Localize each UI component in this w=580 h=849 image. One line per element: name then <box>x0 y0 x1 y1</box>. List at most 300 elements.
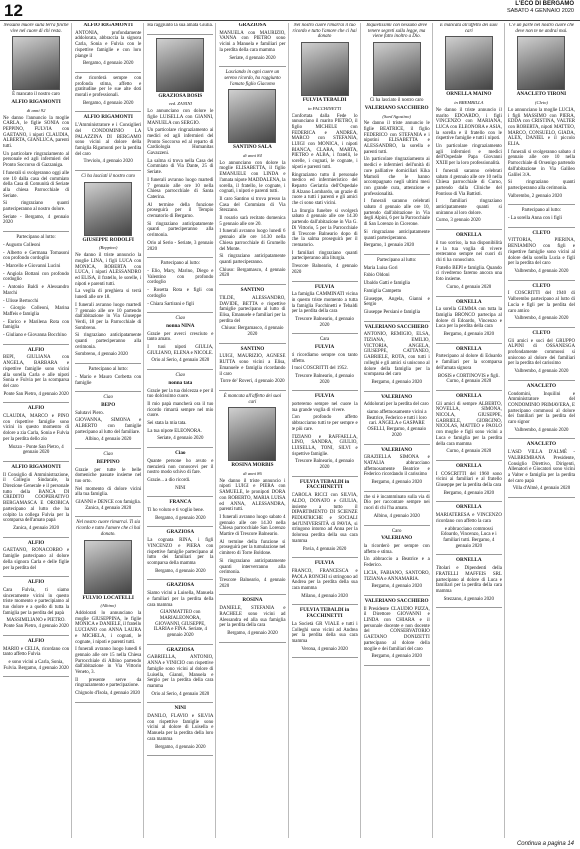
notice-text: Chignolo d'Isola, 4 gennaio 2020 <box>75 691 140 697</box>
deceased-name: Ciao <box>175 450 186 457</box>
obituary-notice <box>364 325 430 386</box>
notice-text: Si ringraziano quanti parteciperanno alla cerimonia. <box>507 180 575 191</box>
deceased-subtitle: in BREMBILLA <box>454 100 484 106</box>
deceased-name: ROSINA <box>242 597 263 604</box>
notice-place-date: Verona, 4 gennaio 2020 <box>301 646 348 652</box>
deceased-name: VALERIANO SACCHIERO <box>364 597 429 604</box>
notice-lead: Partecipano al lutto: <box>376 257 417 263</box>
notice-text: Un particolare ringraziamento agli infermieri e medici dell'Ospedale Papa Giovanni XXIII per la loro professionalità. <box>435 144 502 167</box>
notice-place-date: Valbrembo, 4 gennaio 2020 <box>514 369 569 375</box>
notice-text: I funerali si svolgeranno sabato 4 gennaio alle ore 10 nella Parrocchiale di Orsenigo partendo dall'abitazione in Via Galileo Galilei 3/A. <box>507 149 575 178</box>
divider <box>219 66 285 67</box>
notice-text: il tuo sorriso, la tua disponibilità e la tua voglia di vivere resteranno sempre nei cuori di chi ti ha conosciuto. <box>435 240 502 263</box>
deceased-subtitle: di anni 92 <box>26 107 46 113</box>
notice-text: Trescore Balneario, 4 gennaio 2020 <box>291 264 358 275</box>
notice-place-date: Treviolo, 4 gennaio 2020 <box>83 159 133 165</box>
deceased-name: ORNELLA <box>455 232 482 239</box>
notice-text: Il Consiglio di Amministrazione, il Collegio Sindacale, la Direzione Generale e il personale tutto della BANCA DI CREDITO COOPERATIVO BERGAMASCA E OROBICA partecipano al lutto che ha colpito la collega Fulvia per la scomparsa dell'amato papà <box>3 472 70 524</box>
divider <box>292 476 358 477</box>
deceased-name: CLETO <box>532 282 551 289</box>
divider <box>364 595 430 596</box>
notice-text: GIOVANNA, SIMONA e ALBERTO con famiglie partecipano al lutto del familiare. <box>75 418 142 435</box>
notice-lead: Partecipano al lutto: <box>160 261 200 267</box>
notice-text: Ne danno il triste annuncio i nipoti LUIGI e PIERA con SAMUELE, le pronipoti DORA con ROBERTO, MARIA LUISA ed ANNA, ALESSANDRA, parenti tutti. <box>219 478 286 513</box>
divider <box>364 254 430 255</box>
notice-text: Famiglia Campetto <box>363 288 402 294</box>
notice-lead: Ci ha lasciato il nostro caro <box>369 98 424 104</box>
portrait-photo <box>228 89 276 143</box>
notice-text: BEPI, GIULIANA con ANGELA, BARBARA e rispettive famiglie sono vicini alla sorella Carla e alle nipoti Sonia e Fulvia per la scomparsa del caro <box>3 355 70 389</box>
divider <box>436 607 502 608</box>
divider <box>436 554 502 555</box>
notice-place-date: Bergamo, 4 gennaio 2020 <box>155 744 206 750</box>
obituary-notice <box>3 580 69 630</box>
notice-text: La sorella GEMMA con tutta la famiglia BRONCO partecipa al dolore di Edoardo, Vincenzo e Luca per la perdita della cara <box>435 307 502 330</box>
notice-text: - Enrico e Marilena Rota con famiglia <box>3 319 70 331</box>
notice-text: Fratello BEPI e famiglia. Quando ci rivedremo faremo ancora una foto insieme. <box>435 265 502 283</box>
deceased-name: VALERIANO SACCHIERO <box>364 323 429 330</box>
divider <box>364 525 430 526</box>
notice-text: - Giuliano e Giovanna Bocchino <box>3 333 67 339</box>
obituary-notice <box>219 23 285 61</box>
deceased-name: FULVIA <box>314 560 335 567</box>
masthead-paper: L'ECO DI BERGAMO <box>515 1 574 7</box>
notice-place-date: GIANNI e DENCE con famiglia. Zanica, 4 gennaio 2020 <box>75 500 141 511</box>
notice-text: GRAZIELLA SIMONA e NATALIA abbracciano affettuosamente Beatrice e Federico ricordando il carissimo <box>363 455 430 478</box>
deceased-name: ALFIO RIGAMONTI <box>11 463 61 470</box>
deceased-name: GRAZIOSA <box>166 646 195 653</box>
deceased-name: FULVIO LOCATELLI <box>82 594 134 601</box>
notice-place-date: Torre de' Roveri, 4 gennaio 2020 <box>220 379 285 385</box>
obituary-notice <box>508 23 575 199</box>
notice-text: Addolorati per la perdita del caro <box>363 402 429 408</box>
notice-place-date: e abbracciano commossi Edoardo, Vincenzo, Luca e i familiari tutti. Bergamo, 4 gennaio 2020 <box>441 526 497 549</box>
notice-place-date: Bergamo, 4 gennaio 2020 <box>371 654 422 660</box>
deceased-name: FULVIA TEBALDI in FACCHINETTI <box>299 478 350 491</box>
notice-text: La veglia di preghiera si terrà lunedì alle ore 18. <box>75 289 142 301</box>
notice-text: Gli amici e soci del GRUPPO ALPINI di OSSANESGA profondamente commossi si uniscono al dolore dei familiari per la perdita del carissimo <box>507 338 575 367</box>
obituary-notice <box>75 23 141 67</box>
obituary-notice <box>147 648 213 698</box>
obituary-notice <box>436 347 502 385</box>
obituary-notice <box>436 558 502 602</box>
notice-place-date: Bergamo, 4 gennaio 2020 <box>371 379 422 385</box>
deceased-name: ALFIO RIGAMONTI <box>83 114 133 121</box>
notice-text: LICIA, FABIANO, SANTORO, TIZIANA e ANNAMARIA. <box>363 570 430 582</box>
obituary-notice <box>292 337 358 385</box>
deceased-name: FULVIA TEBALDI in FACCHINETTI <box>299 607 350 620</box>
notice-text: la ricorderò per sempre con affetto e stima. <box>363 544 430 555</box>
divider <box>436 460 502 461</box>
divider <box>436 501 502 502</box>
notice-text: Addolorati lo annunciano la moglie GIUSEPPINA, le figlie MONICA e DANIELE, il fratello LUCIANO con ANNA LAURA e MICHELA, i cognati, le cognate, i nipoti e parenti tutti. <box>75 611 142 645</box>
notice-text: Grazie per averci cresciuto e tanto amato. <box>147 331 214 343</box>
notice-text: MARIATERESA e VINCENZO ricordano con affetto la cara <box>435 513 502 524</box>
obituary-notice <box>147 373 213 442</box>
notice-place-date: Valbrembo, 4 gennaio 2020 <box>514 268 569 274</box>
notice-text: Ringraziamo tutto il personale medico ed infermieristico del Reparto Geriatria dell'Ospedale di Alzano Lombardo, un grazie di cuore a tutti i parenti e gli amici che ci sono stati vicini. <box>291 172 358 207</box>
deceased-name: GRAZIOSA <box>238 23 267 28</box>
notice-lead: Caro <box>391 528 402 534</box>
divider <box>3 461 69 462</box>
epigraph: Nel nostro cuore rimarrai. Ti sia ricordo e tutto l'amore che ci hai donato. <box>76 520 141 537</box>
notice-text: che si è incamminato sulla via di Dio per raccontare sempre nei cuori di chi l'ha amato. <box>363 494 430 512</box>
obituary-notice <box>75 76 141 107</box>
obituary-notice <box>364 599 430 660</box>
notice-text: Chiuso: Bergamasco, 4 gennaio 2020 <box>219 267 286 279</box>
deceased-name: CLETO <box>532 229 551 236</box>
obituary-notice <box>364 23 430 249</box>
obituary-notice <box>75 115 141 165</box>
page-header <box>0 0 580 21</box>
obituary-notice <box>364 529 430 590</box>
divider <box>75 363 141 364</box>
notice-text: Maria Luisa Gori <box>363 265 398 271</box>
portrait-photo <box>84 540 132 594</box>
deceased-name: VALERIANO <box>381 393 413 400</box>
notice-lead: Partecipano al lutto: <box>16 235 56 241</box>
notice-place-date: siamo affettuosamente vicini a Beatrice, Federico e tutti i loro cari. ANGELA e GASPARE OSELLI, Bergamo, 4 gennaio 2020 <box>366 410 427 438</box>
obituary-notice <box>508 231 575 275</box>
deceased-name: SANTINO <box>240 345 265 352</box>
obituary-column <box>147 23 216 838</box>
notice-text: Grazie per tutte le belle domeniche passate insieme nel tuo orto. <box>75 467 142 484</box>
notice-text: Partecipano al dolore di Edoardo e familiari per la scomparsa dell'amata signora <box>435 354 502 371</box>
notice-text: CLAUDIA, MARCO e PINO con rispettive famiglie sono vicini in questo momento di dolore a zia Carla, Sonia e Fulvia per la perdita dello zio <box>3 414 70 442</box>
obituary-notice <box>436 464 502 497</box>
deceased-name: SANTINO SALA <box>233 144 272 151</box>
obituary-notice <box>508 284 575 322</box>
notice-text: Ubaldo Gatti e famiglia <box>363 281 410 287</box>
deceased-name: VALERIANO <box>381 446 413 453</box>
epigraph: Ciao <box>103 452 113 458</box>
deceased-name: ORNELLA <box>455 345 482 352</box>
deceased-name: ORNELLA <box>455 298 482 305</box>
deceased-name: ORNELLA MAINO <box>446 91 492 98</box>
divider <box>147 312 213 313</box>
divider <box>292 657 358 658</box>
notice-text: CAROLA RICCI con SILVIA, ALDO, DONATO e GIULIA, insieme a tutto il DIPARTIMENTO DI SCIENZE PEDIATRICHE e SOCIALI dell'UNIVERSITÀ di PAVIA, si stringono intorno ad Anna per la dolorosa perdita della sua cara mamma <box>291 493 358 544</box>
notice-text: I funerali saranno celebrati sabato 4 gennaio alle ore 10, partendo dall'abitazione in Via degli Alpini, 6 per la Parrocchiale di San Lorenzo in Cicerone. <box>363 199 430 228</box>
notice-lead: Partecipano al lutto: <box>88 367 128 373</box>
notice-text: I funerali avranno luogo sabato 4 gennaio alle ore 14.30 nella Chiesa parrocchiale San Lorenzo Martire di Trescore Balneario. <box>219 514 286 538</box>
notice-text: - Augusto Colleoni <box>3 242 41 248</box>
divider <box>147 526 213 527</box>
divider <box>147 755 213 756</box>
notice-text: I funerali si svolgeranno oggi alle ore 10 dalla casa del commiato della Casa di Comunità di Seriate alla chiesa Parrocchiale di Seriate. <box>3 170 70 199</box>
obituary-notice <box>75 395 141 443</box>
notice-place-date: e sono vicini a Carla, Sonia, Fulvia. Bergamo, 4 gennaio 2020 <box>3 659 69 671</box>
masthead-date: SABATO 4 GENNAIO 2020 <box>506 8 574 14</box>
notice-lead: Partecipano al lutto: <box>521 208 562 214</box>
obituary-notice <box>147 706 213 750</box>
divider <box>292 390 358 391</box>
notice-text: Si ringraziano anticipatamente quanti parteciperanno. <box>219 254 286 265</box>
notice-place-date: Orio al Serio, 4 gennaio 2020 <box>151 358 210 364</box>
divider <box>436 296 502 297</box>
obituary-notice <box>292 561 358 599</box>
obituary-notice <box>147 451 213 491</box>
divider <box>75 516 141 517</box>
notice-text: Giuseppe, Angela, Gianni e Sergio <box>363 296 430 308</box>
notice-text: Valbrembo, 2 gennaio 2020 <box>507 193 562 199</box>
obituary-notice <box>364 395 430 439</box>
deceased-name: GRAZIOSA <box>166 529 195 536</box>
notice-place-date: NINI <box>175 485 186 491</box>
notice-text: Al termine della funzione si proseguirà per la tumulazione nel cimitero di Torre Boldone. <box>219 539 286 557</box>
obituary-column <box>219 23 288 838</box>
notice-text: Sombreno, 4 gennaio 2020 <box>75 352 128 358</box>
obituary-notice <box>364 495 430 520</box>
notice-text: FRANCO, FRANCESCA e PAOLA RONCHI si stringono ad Andrea per la perdita della sua cara mamma <box>291 568 358 592</box>
divider <box>147 579 213 580</box>
divider <box>508 497 575 498</box>
masthead <box>507 1 574 15</box>
notice-text: Si ringraziano anticipatamente quanti parteciperanno alla cerimonia. <box>75 333 142 350</box>
obituary-notice <box>147 261 213 307</box>
notice-text: I tuoi nipoti GIULIA, GIULIANO, ELENA e NICOLE. <box>147 345 214 356</box>
notice-text: I familiari ringraziano quanti parteciperanno alla liturgia. <box>291 250 358 262</box>
notice-place-date: Orio al Serio, 4 gennaio 2020 <box>151 691 210 697</box>
deceased-subtitle: (Beppino) <box>99 245 118 251</box>
notice-text: DANILO, FLAVIO e SILVIA con rispettive famiglie sono vicini al dolore di Luisella e Manuela per la perdita della loro cara mamma <box>147 714 214 742</box>
divider <box>219 642 285 643</box>
notice-text: Con profondo affetto abbracciamo tutti te per sempre e te più care. <box>291 415 358 432</box>
notice-text: Sei stata la mia tata. <box>147 421 187 427</box>
deceased-name: nonna tata <box>168 379 193 386</box>
deceased-name: ALFIO RIGAMONTI <box>11 99 61 106</box>
obituary-notice <box>75 174 141 358</box>
notice-place-date: Chiuso: Bergamasco, 4 gennaio 2020 <box>221 326 284 338</box>
obituary-columns <box>3 23 577 838</box>
divider <box>75 72 141 73</box>
notice-text: Ne danno il triste annuncio la moglie LINA, i figli LUCA con MONICA, ROBERTA con LUCA, i nipoti ALESSANDRO ed ELISA, il fratello, le sorelle, i nipoti e parenti tutti. <box>75 253 142 287</box>
divider <box>75 448 141 449</box>
notice-text: Seriate - Bergamo, 4 gennaio 2020 <box>3 214 70 226</box>
deceased-name: ALFIO <box>27 405 45 412</box>
epigraph: Ciao <box>175 316 186 322</box>
obituary-notice <box>147 316 213 364</box>
obituary-notice <box>3 235 69 339</box>
notice-text: L'Amministratore e i Consiglieri del CONDOMINIO LA PALAZZINA DI BERGAMO sono vicini al dolore della famiglia Rigamonti per la perdita del caro <box>75 123 142 157</box>
portrait-photo <box>301 42 349 96</box>
notice-place-date: Bergamo, 4 gennaio 2020 <box>82 61 134 67</box>
obituary-notice <box>147 530 213 574</box>
divider <box>75 170 141 171</box>
notice-place-date: Bergamo, 4 gennaio 2020 <box>155 568 206 574</box>
obituary-notice <box>292 23 358 276</box>
obituary-column <box>364 23 433 838</box>
notice-text: - La sorella Anna con i figli <box>507 216 562 222</box>
divider <box>508 438 575 439</box>
deceased-name: VALERIANO <box>381 535 413 542</box>
divider <box>364 444 430 445</box>
obituary-notice <box>292 285 358 329</box>
portrait-photo <box>12 36 60 90</box>
notice-text: Giuseppe Persiani e famiglia <box>363 309 420 315</box>
notice-text: Salutavi Piero. <box>75 410 104 416</box>
obituary-notice <box>292 480 358 552</box>
obituary-notice <box>147 583 213 638</box>
divider <box>3 402 69 403</box>
divider <box>292 333 358 334</box>
notice-place-date: Villa d'Almè, 4 gennaio 2020 <box>512 486 571 492</box>
notice-text: Il Presidente CLAUDIO PIZZA, il Direttore GIOVANNI e LINDA con CHIARA e il personale docente e non docente del CONSERVATORIO GAETANO DONIZETTI partecipano al dolore della moglie e dei familiari del caro <box>363 606 430 652</box>
divider <box>436 229 502 230</box>
notice-text: Grazie... a dio ricordi. <box>147 477 191 483</box>
deceased-name: FRANCA <box>169 499 192 506</box>
obituary-notice <box>3 541 69 572</box>
notice-lead: È mancato il nostro caro <box>12 92 60 98</box>
divider <box>292 557 358 558</box>
notice-text: I COSCRITTI del 1940 di Valbrembo partecipano al lutto di Lucia e figli per la perdita del caro amico <box>507 291 575 314</box>
deceased-name: ALFIO <box>27 346 45 353</box>
notice-place-date: Valbrembo, 4 gennaio 2020 <box>514 316 569 322</box>
deceased-subtitle: (Albino) <box>100 603 116 609</box>
obituary-notice <box>219 598 285 636</box>
divider <box>219 390 285 391</box>
notice-place-date: Trescore Balneario, 4 gennaio 2020 <box>295 373 354 385</box>
divider <box>292 604 358 605</box>
notice-text: Condomini, Inquilini e Amministratore del CONDOMINIO PRIMAVERA, E partecipano commossi al dolore dei familiari per la perdita del caro signor <box>507 391 575 426</box>
notice-lead: Cara <box>319 337 330 343</box>
epigraph: Nel nostro cuore rimarrai il tuo ricordo e tutto l'amore che ci hai donato <box>292 23 357 40</box>
deceased-name: ANACLETO TIRONI <box>516 91 567 98</box>
notice-place-date: Bergamo, 4 gennaio 2020 <box>227 630 278 636</box>
divider <box>3 537 69 538</box>
notice-place-date: Seriate, 4 gennaio 2020 <box>229 55 276 61</box>
divider <box>292 281 358 282</box>
portrait-photo <box>445 36 493 90</box>
obituary-column <box>292 23 361 838</box>
notice-place-date: Mozzo - Ponte San Pietro, 4 gennaio 2020 <box>8 444 64 456</box>
obituary-notice <box>219 394 285 589</box>
notice-text: VITTORIA, PIERINA, BENIAMINO con figli e rispettive famiglie sono vicini al dolore della sorella Lucia e figli per la perdita del caro <box>507 238 575 267</box>
epigraph: Ci ha lasciati il nostro caro <box>81 174 136 180</box>
divider <box>436 390 502 391</box>
divider <box>508 204 575 205</box>
notice-text: Nel momento di dolore vicini alla tua famiglia. <box>75 486 142 498</box>
epigraph: Ciao <box>103 395 113 401</box>
deceased-name: BEPPINO <box>96 458 120 465</box>
deceased-name: ORNELLA <box>455 557 482 564</box>
divider <box>364 391 430 392</box>
divider <box>508 227 575 228</box>
notice-place-date: GIANMATTEO con MARIALEONORA, GIOVANNI, GIUSEPPE, ILARIA e FINA. Seriate, 4 gennaio 2020 <box>153 610 207 639</box>
obituary-notice <box>436 394 502 455</box>
deceased-name: NINI <box>174 705 187 712</box>
deceased-name: ROSINA MORBIS <box>231 462 274 469</box>
deceased-subtitle: di anni 84 <box>243 153 262 159</box>
divider <box>147 257 213 258</box>
notice-place-date: MASSIMILIANO e PIETRO. Ponte San Pietro, 4 gennaio 2020 <box>3 618 69 630</box>
obituary-column <box>508 23 577 838</box>
deceased-name: ALFIO <box>27 579 45 586</box>
notice-text: Un particolare ringraziamento al personale ed agli infermieri del Pronto Soccorso di Gazzaniga. <box>3 151 70 169</box>
obituary-column <box>3 23 72 838</box>
notice-text: - Angiola Bottani con profondo cordoglio <box>3 271 70 283</box>
deceased-subtitle: ved. ZANINI <box>168 101 192 107</box>
divider <box>508 327 575 328</box>
divider <box>436 343 502 344</box>
notice-text: Gli amici di sempre ALBERTO, NOVELLA, SIMONA, NICOLA, GIUSEPPE, GABRIELE, GIORGINO, NICOLAS, MATTEO e PAOLO con moglie e figli sono vicini a Luca e famiglia per la perdita della cara mamma <box>435 401 502 447</box>
notice-text: La salma si trova nella Casa del Commiato di Via Dante, 25 di Seriate. <box>147 158 214 176</box>
notice-text: I funerali saranno celebrati sabato 4 gennaio alle ore 10 nella Chiesa parrocchiale di Curno, partendo dalla Cliniche del Pontisso di Via Battisti. <box>435 168 502 197</box>
divider <box>75 702 141 703</box>
divider <box>364 491 430 492</box>
portrait-photo <box>156 38 204 92</box>
notice-place-date: Stezzano, 4 gennaio 2020 <box>443 596 494 602</box>
notice-text: Orio al Serio - Seriate, 3 gennaio 2020 <box>147 240 214 252</box>
notice-text: I funerali avranno luogo lunedì 6 gennaio alle ore 15 nella Chiesa Parrocchiale di Albino partendo dall'abitazione in Via Vittorio Veneto, 3. <box>75 647 142 676</box>
deceased-subtitle: (Cleto) <box>534 100 548 106</box>
notice-text: La Società GR VIALE e tutti i Colleghi sono vicini ad Andrea per la perdita della sua cara mamma <box>291 621 358 644</box>
notice-text: Lo annunciano la moglie LUCIA, i figli MASSIMO con PIERA, EDDA con CRISTINA, VALTER con ROBERTA, nipoti MATTEO, MARCO, CONSUELO, GIADA, ALEX, DANIEL e il piccolo ELIA. <box>507 107 575 148</box>
notice-place-date: Bergamo, 4 gennaio 2020 <box>371 480 422 486</box>
notice-text: I tuoi COSCRITTI del 1952. <box>291 366 348 372</box>
portrait-photo <box>228 407 276 461</box>
deceased-subtitle: (Sant'Agostino) <box>382 113 411 119</box>
notice-text: - Giorgio Colleoni, Marina Maffeis e famiglia <box>3 306 70 317</box>
obituary-notice <box>147 500 213 521</box>
page-number: 12 <box>4 1 23 20</box>
obituary-column <box>436 23 505 838</box>
notice-place-date: Curno, 4 gennaio 2020 <box>446 449 492 455</box>
notice-text: Titolari e Dipendenti della FRATELLI MAFFEIS SRL partecipano al dolore di Luca e familiari per la perdita della cara mamma <box>435 566 502 594</box>
notice-place-date: Bergamo, 4 gennaio 2020 <box>443 490 495 496</box>
divider <box>147 496 213 497</box>
notice-place-date: Albino, 4 gennaio 2020 <box>373 513 420 519</box>
notice-text: TILDE, ALESSANDRO, DAVIDE, BETTA e rispettive famiglie partecipano al lutto di Elisa, Emanuele e familiari per la perdita del <box>219 295 286 324</box>
deceased-name: BEPO <box>101 401 116 408</box>
notice-text: Si ringraziano anticipatamente quanti parteciperanno. <box>363 229 430 241</box>
notice-place-date: Valbrembo, 4 gennaio 2020 <box>514 427 569 433</box>
deceased-name: FULVIA <box>314 393 335 400</box>
notice-text: Curno, 3 gennaio 2020 <box>435 218 481 224</box>
obituary-notice <box>508 208 575 221</box>
obituary-notice <box>436 233 502 290</box>
notice-text: Si ringraziano anticipatamente quanti interverranno alla cerimonia. <box>219 558 286 576</box>
divider <box>147 702 213 703</box>
obituary-notice <box>436 300 502 338</box>
notice-text: Fabio Oldoni <box>363 273 390 279</box>
deceased-name: FULVIA TEBALDI <box>302 97 347 104</box>
notice-place-date: Zanica, 4 gennaio 2020 <box>13 526 60 531</box>
divider <box>75 391 141 392</box>
notice-text: che ricorderà sempre con profonda stima, affetto e gratitudine per le sue alte doti morali e professionali. <box>75 75 142 99</box>
notice-text: DANIELE, STEFANIA e RACHELE sono vicini ad Alessandra ed alla sua famiglia per la perdita della cara <box>219 606 286 629</box>
divider <box>508 380 575 381</box>
obituary-notice <box>75 452 141 511</box>
obituary-notice <box>508 384 575 434</box>
notice-place-date: Bergamo, 4 gennaio 2020 <box>443 332 495 338</box>
notice-text: - Elio, Mary, Marino, Diego e Valentino con profondo cordoglio <box>147 268 214 286</box>
notice-text: La tua nipote ELEONORA. <box>147 428 202 434</box>
notice-text: TIZIANO e RAFFAELLA, LINO, SANDRA, GIULIO, LUISELLA, TONI, SILVI e rispettive famiglie. <box>291 434 358 457</box>
epigraph: Lasciando in ogni cuore un sereno ricordo, ha raggiunto l'amato figlio Giacomo <box>224 70 281 87</box>
portrait-photo <box>373 42 421 96</box>
obituary-notice <box>147 38 213 253</box>
notice-text: I familiari ringraziano anticipatamente quanti si uniranno al loro dolore. <box>435 199 502 216</box>
deceased-name: CLETO <box>532 329 551 336</box>
notice-text: I funerali avranno luogo martedì 7 gennaio alle ore 10 partendo dall'abitazione in Via Giuseppe Verdi, 18 per la Parrocchiale di Sombreno. <box>75 302 142 331</box>
notice-text: I COSCRITTI del 1960 sono vicini ai familiari e al fratello Giuseppe per la perdita della cara <box>435 471 502 489</box>
notice-place-date: Pavia, 4 gennaio 2020 <box>302 546 347 552</box>
deceased-name: ALFIO <box>27 637 45 644</box>
deceased-name: ALFIO <box>27 539 45 546</box>
deceased-name: FULVIA <box>314 283 335 290</box>
notice-place-date: Albino, 4 gennaio 2020 <box>85 437 132 443</box>
